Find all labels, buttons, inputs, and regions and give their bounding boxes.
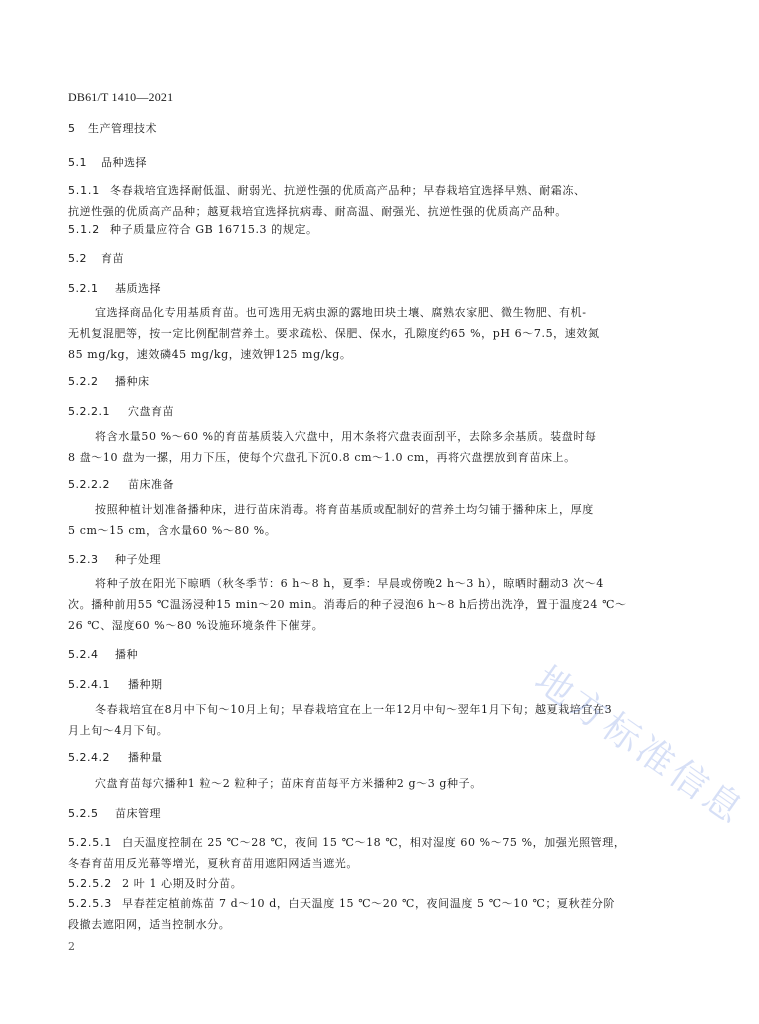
section-number: 5.2.1 (68, 282, 99, 295)
section-5-2-4 (68, 646, 138, 662)
section-title: 播种量 (128, 751, 163, 764)
section-title: 穴盘育苗 (128, 405, 174, 418)
text-line: 次。播种前用55 ℃温汤浸种15 min～20 min。消毒后的种子浸泡6 h～8 h后捞出洗净，置于温度24 ℃～ (68, 598, 627, 611)
text-line: 种子质量应符合 GB 16715.3 的规定。 (110, 223, 318, 236)
text-line: 月上旬～4月下旬。 (68, 724, 169, 737)
paragraph-substrate (68, 302, 600, 365)
text-line: 5.2.5.1 白天温度控制在 25 ℃～28 ℃，夜间 15 ℃～18 ℃，相对湿度 60 %～75 %，加强光照管理， (68, 836, 626, 849)
section-title: 播种期 (128, 678, 163, 691)
clause-number: 5.1.1 (68, 184, 100, 197)
clause-5-2-5-1 (68, 832, 625, 874)
section-number: 5.2.2.2 (68, 478, 110, 491)
text-line: 按照种植计划准备播种床，进行苗床消毒。将育苗基质或配制好的营养土均匀铺于播种床上，厚度 (95, 503, 594, 516)
text-line: 5.1.1 冬春栽培宜选择耐低温、耐弱光、抗逆性强的优质高产品种；早春栽培宜选择早熟、耐霜冻、 (68, 184, 586, 197)
section-number: 5.2 (68, 252, 87, 265)
text-line: 将含水量50 %～60 %的育苗基质装入穴盘中，用木条将穴盘表面刮平，去除多余基质。装盘时每 (95, 430, 597, 443)
section-number: 5.1 (68, 156, 87, 169)
section-title: 播种 (115, 648, 138, 661)
clause-5-1-1 (68, 180, 586, 222)
section-5-2 (68, 250, 124, 266)
section-number: 5.2.4.1 (68, 678, 110, 691)
section-5-2-3 (68, 551, 161, 567)
page-number: 2 (68, 940, 75, 953)
section-5-2-5 (68, 805, 161, 821)
section-5-2-2-2 (68, 476, 174, 492)
clause-number: 5.2.5.3 (68, 897, 113, 910)
section-5 (68, 120, 157, 136)
section-title: 基质选择 (115, 282, 161, 295)
section-title: 品种选择 (101, 156, 147, 169)
paragraph-seed-treatment (68, 573, 627, 636)
paragraph-sowing-period (68, 699, 612, 741)
text-line: 抗逆性强的优质高产品种；越夏栽培宜选择抗病毒、耐高温、耐强光、抗逆性强的优质高产品种。 (68, 205, 567, 218)
section-number: 5.2.3 (68, 553, 99, 566)
clause-number: 5.2.5.2 (68, 877, 113, 890)
section-title: 播种床 (115, 375, 150, 388)
section-5-1 (68, 154, 147, 170)
text-line: 2 叶 1 心期及时分苗。 (122, 877, 243, 890)
text-line: 宜选择商品化专用基质育苗。也可选用无病虫源的露地田块土壤、腐熟农家肥、微生物肥、有机- (95, 306, 587, 319)
watermark: 地方标准信息 (527, 657, 754, 834)
text-line: 5.2.5.3 早春茬定植前炼苗 7 d～10 d，白天温度 15 ℃～20 ℃，夜间温度 5 ℃～10 ℃；夏秋茬分阶 (68, 897, 616, 910)
section-title: 种子处理 (115, 553, 161, 566)
section-title: 苗床管理 (115, 807, 161, 820)
text-line: 冬春育苗用反光幕等增光，夏秋育苗用遮阳网适当遮光。 (68, 857, 358, 870)
clause-5-1-2 (68, 219, 318, 240)
text-line: 穴盘育苗每穴播种1 粒～2 粒种子；苗床育苗每平方米播种2 g～3 g种子。 (95, 777, 482, 790)
section-number: 5.2.4 (68, 648, 99, 661)
document-code: DB61/T 1410—2021 (68, 90, 174, 104)
section-title: 苗床准备 (128, 478, 174, 491)
section-number: 5.2.5 (68, 807, 99, 820)
section-number: 5 (68, 122, 76, 135)
section-number: 5.2.4.2 (68, 751, 110, 764)
paragraph-seedbed (68, 499, 594, 541)
section-title: 生产管理技术 (88, 122, 157, 135)
section-5-2-4-1 (68, 676, 163, 692)
text-line: 冬春栽培宜在8月中下旬～10月上旬；早春栽培宜在上一年12月中旬～翌年1月下旬；越夏栽培宜在3 (95, 703, 613, 716)
text-line: 无机复混肥等，按一定比例配制营养土。要求疏松、保肥、保水，孔隙度约65 %，pH 6～7.5，速效氮 (68, 327, 600, 340)
section-5-2-4-2 (68, 749, 163, 765)
section-number: 5.2.2.1 (68, 405, 110, 418)
section-5-2-2-1 (68, 403, 174, 419)
section-5-2-2 (68, 373, 150, 389)
section-number: 5.2.2 (68, 375, 99, 388)
text-line: 5 cm～15 cm，含水量60 %～80 %。 (68, 524, 277, 537)
clause-number: 5.2.5.1 (68, 836, 113, 849)
text-line: 85 mg/kg，速效磷45 mg/kg，速效钾125 mg/kg。 (68, 348, 352, 361)
clause-5-2-5-2 (68, 873, 242, 894)
clause-number: 5.1.2 (68, 223, 100, 236)
text-line: 段撤去遮阳网，适当控制水分。 (68, 918, 231, 931)
section-title: 育苗 (101, 252, 124, 265)
paragraph-tray-seedling (68, 426, 597, 468)
text-line: 将种子放在阳光下晾晒（秋冬季节：6 h～8 h，夏季：早晨或傍晚2 h～3 h），晾晒时翻动3 次～4 (95, 577, 604, 590)
section-5-2-1 (68, 280, 161, 296)
text-line: 8 盘～10 盘为一摞，用力下压，使每个穴盘孔下沉0.8 cm～1.0 cm，再将穴盘摆放到育苗床上。 (68, 451, 576, 464)
text-line: 26 ℃、湿度60 %～80 %设施环境条件下催芽。 (68, 619, 324, 632)
clause-5-2-5-3 (68, 893, 615, 935)
paragraph-sowing-amount (68, 773, 482, 794)
